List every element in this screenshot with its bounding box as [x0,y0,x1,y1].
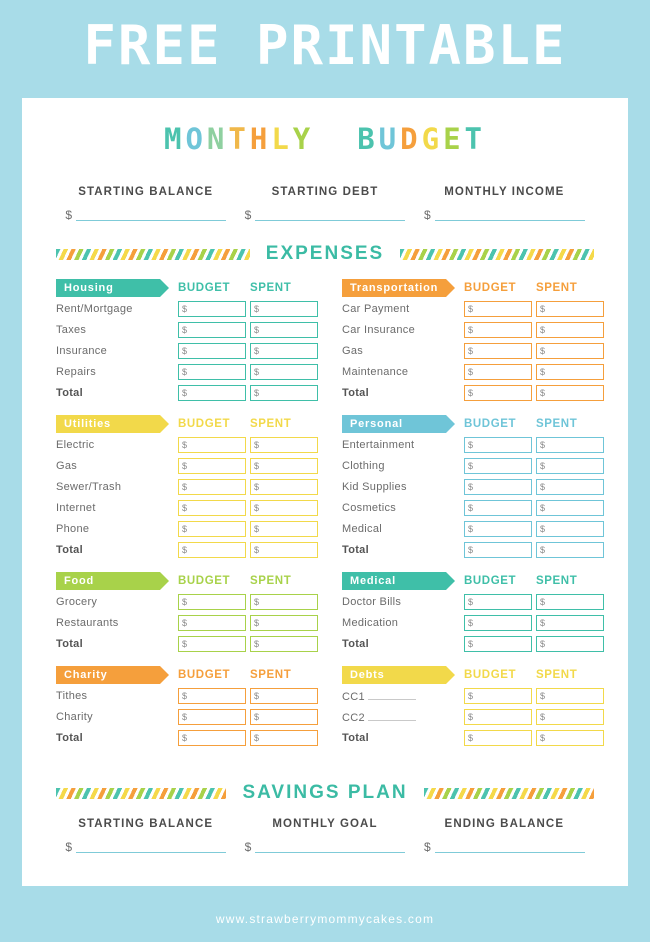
expense-row-inputs [464,521,604,537]
expense-row-label: Total [56,386,83,399]
spent-input[interactable]: $ [250,385,318,401]
expenses-divider [56,243,594,265]
block-tag-label: Medical [350,575,396,587]
top-field-0 [56,186,235,221]
expense-row-inputs [464,615,604,631]
expense-row [56,299,318,318]
spent-input[interactable]: $ [250,500,318,516]
expense-row-label: Phone [56,522,90,535]
stripe-left-savings [56,788,226,799]
expense-row [56,519,318,538]
expense-row [56,707,318,726]
savings-fields-row [56,818,594,853]
expense-block-utilities [56,415,318,559]
expense-row-label: Car Payment [342,302,410,315]
budget-input[interactable]: $ [464,688,532,704]
expense-row-label: Total [342,543,369,556]
column-header-budget: BUDGET [464,418,517,430]
expense-row-inputs [178,458,318,474]
block-column-headers [178,575,318,587]
expense-row [342,456,604,475]
spent-input[interactable]: $ [536,500,604,516]
stripe-left [56,249,250,260]
budget-input[interactable]: $ [178,343,246,359]
expense-row-inputs [178,688,318,704]
block-header [56,415,318,433]
title-letter-2: N [206,122,229,156]
expense-row-inputs [178,343,318,359]
column-header-spent: SPENT [536,575,578,587]
savings-field-2 [415,818,594,853]
expense-row-inputs [464,542,604,558]
budget-input[interactable]: $ [178,301,246,317]
expense-row-label: Tithes [56,689,88,702]
expense-row [342,498,604,517]
expense-row-label: Restaurants [56,616,119,629]
expense-row [56,634,318,653]
title-letter-9: U [378,122,401,156]
column-header-budget: BUDGET [178,418,231,430]
expense-row [342,540,604,559]
column-header-spent: SPENT [250,575,292,587]
expenses-grid [56,279,594,760]
expense-row-inputs [464,730,604,746]
column-header-spent: SPENT [536,282,578,294]
write-in-line[interactable] [368,710,416,721]
block-header [56,572,318,590]
expense-row-inputs [464,636,604,652]
expense-row-label: Rent/Mortgage [56,302,133,315]
savings-field-label: ENDING BALANCE [444,818,565,830]
top-field-value[interactable] [76,207,226,221]
title-letter-0: M [163,122,186,156]
expenses-left-column [56,279,318,760]
block-tag [56,666,160,684]
expense-row-label: CC1 [342,689,446,703]
spent-input[interactable]: $ [536,364,604,380]
expense-row-inputs [178,542,318,558]
column-header-spent: SPENT [250,282,292,294]
expense-row-inputs [178,636,318,652]
expense-row [56,686,318,705]
block-column-headers [464,418,604,430]
expense-row-label: Clothing [342,459,385,472]
spent-input[interactable]: $ [536,636,604,652]
budget-input[interactable]: $ [464,301,532,317]
spent-input[interactable]: $ [250,301,318,317]
spent-input[interactable]: $ [536,594,604,610]
budget-input[interactable]: $ [464,500,532,516]
spent-input[interactable]: $ [536,343,604,359]
budget-input[interactable]: $ [178,594,246,610]
column-header-budget: BUDGET [464,282,517,294]
column-header-spent: SPENT [250,669,292,681]
spent-input[interactable]: $ [536,615,604,631]
title-letter-1: O [185,122,207,156]
expense-row-inputs [178,594,318,610]
expense-row [56,383,318,402]
expense-row [56,341,318,360]
block-column-headers [178,418,318,430]
banner-title: FREE PRINTABLE [83,14,567,77]
write-in-line[interactable] [368,689,416,700]
spent-input[interactable]: $ [250,479,318,495]
block-tag-label: Utilities [64,418,111,430]
title-letter-11: G [421,122,444,156]
spent-input[interactable]: $ [250,730,318,746]
expense-block-food [56,572,318,653]
title-letter-8: B [357,122,379,156]
expense-block-debts [342,666,604,747]
title-letter-13: T [464,122,486,156]
expense-row-inputs [464,343,604,359]
expense-row-inputs [178,709,318,725]
expense-row [56,498,318,517]
savings-field-input-line[interactable] [235,839,414,853]
block-tag [342,415,446,433]
block-tag [56,415,160,433]
top-field-label: STARTING BALANCE [78,186,214,198]
budget-input[interactable]: $ [464,385,532,401]
expense-row [56,613,318,632]
savings-field-0 [56,818,235,853]
budget-input[interactable]: $ [464,709,532,725]
column-header-budget: BUDGET [464,575,517,587]
top-field-1 [235,186,414,221]
title-letter-10: D [400,122,422,156]
budget-input[interactable]: $ [178,615,246,631]
block-tag [56,572,160,590]
expense-row-label: Total [342,637,369,650]
expense-row-label: Car Insurance [342,323,415,336]
expenses-right-column [342,279,604,760]
expense-row-label: Electric [56,438,95,451]
expense-row-inputs [178,730,318,746]
block-header [342,279,604,297]
expense-row-inputs [464,500,604,516]
expense-row-label: Total [56,731,83,744]
spent-input[interactable]: $ [536,521,604,537]
expense-row-inputs [178,521,318,537]
savings-field-input-line[interactable] [56,839,235,853]
expense-row-inputs [178,479,318,495]
column-header-budget: BUDGET [178,282,231,294]
expense-row [56,477,318,496]
top-field-value[interactable] [435,207,585,221]
expense-row [342,435,604,454]
expense-row [342,519,604,538]
title-letter-7 [314,122,357,156]
spent-input[interactable]: $ [250,594,318,610]
budget-input[interactable]: $ [464,437,532,453]
block-header [56,279,318,297]
expense-row [56,728,318,747]
block-tag [342,572,446,590]
expense-row-label: Charity [56,710,93,723]
stripe-right-savings [424,788,594,799]
spent-input[interactable]: $ [250,636,318,652]
expense-row [56,320,318,339]
expense-row-inputs [178,615,318,631]
spent-input[interactable]: $ [536,688,604,704]
expense-block-personal [342,415,604,559]
spent-input[interactable]: $ [250,542,318,558]
savings-field-label: STARTING BALANCE [78,818,214,830]
expense-row [56,362,318,381]
expense-row-label: Cosmetics [342,501,397,514]
expense-row [342,383,604,402]
spent-input[interactable]: $ [536,542,604,558]
budget-input[interactable]: $ [464,594,532,610]
budget-input[interactable]: $ [178,521,246,537]
expense-row-inputs [464,479,604,495]
budget-input[interactable]: $ [178,730,246,746]
spent-input[interactable]: $ [250,343,318,359]
spent-input[interactable]: $ [536,322,604,338]
block-tag-label: Transportation [350,282,439,294]
expense-block-medical [342,572,604,653]
expense-row-label: Kid Supplies [342,480,407,493]
expense-row-inputs [464,437,604,453]
budget-input[interactable]: $ [178,385,246,401]
expense-row-label: Total [342,386,369,399]
expense-row [342,707,604,726]
expense-row-label: CC2 [342,710,446,724]
budget-input[interactable]: $ [178,364,246,380]
spent-input[interactable]: $ [536,730,604,746]
footer-url: www.strawberrymommycakes.com [215,912,435,926]
budget-input[interactable]: $ [464,542,532,558]
expense-row-label: Medical [342,522,383,535]
budget-input[interactable]: $ [178,479,246,495]
expense-row-inputs [178,385,318,401]
expense-row [342,592,604,611]
block-column-headers [464,575,604,587]
spent-input[interactable]: $ [250,364,318,380]
top-banner [0,0,650,78]
block-tag-label: Charity [64,669,108,681]
top-field-2 [415,186,594,221]
title-letter-3: T [228,122,250,156]
stripe-right [400,249,594,260]
block-header [342,415,604,433]
budget-input[interactable]: $ [464,636,532,652]
spent-input[interactable]: $ [250,521,318,537]
expense-row-label: Medication [342,616,399,629]
top-field-input-line[interactable] [56,207,235,221]
budget-input[interactable]: $ [464,615,532,631]
currency-symbol: $ [244,208,252,222]
budget-input[interactable]: $ [464,521,532,537]
expense-row-label: Total [342,731,369,744]
block-header [56,666,318,684]
expense-row [56,435,318,454]
budget-input[interactable]: $ [178,636,246,652]
expense-row-inputs [464,709,604,725]
expense-row [342,320,604,339]
savings-field-value[interactable] [76,839,226,853]
title-letter-12: E [443,122,465,156]
expense-row-label: Sewer/Trash [56,480,122,493]
block-tag [342,279,446,297]
savings-field-input-line[interactable] [415,839,594,853]
expense-row-label: Maintenance [342,365,409,378]
expense-block-transportation [342,279,604,402]
expense-block-housing [56,279,318,402]
spent-input[interactable]: $ [536,479,604,495]
savings-divider [56,782,594,804]
expense-row [56,456,318,475]
expense-row-inputs [178,301,318,317]
expense-row-inputs [464,322,604,338]
savings-field-label: MONTHLY GOAL [272,818,378,830]
expense-row-label: Gas [56,459,78,472]
expense-row-label: Grocery [56,595,98,608]
block-tag-label: Food [64,575,95,587]
expense-row-inputs [464,385,604,401]
title-letter-4: H [249,122,272,156]
spent-input[interactable]: $ [250,688,318,704]
spent-input[interactable]: $ [536,301,604,317]
spent-input[interactable]: $ [250,437,318,453]
block-column-headers [464,669,604,681]
expense-row [342,299,604,318]
expense-row-inputs [178,500,318,516]
expense-row [342,686,604,705]
expense-row-inputs [464,458,604,474]
savings-field-1 [235,818,414,853]
budget-input[interactable]: $ [178,542,246,558]
expense-row-label: Repairs [56,365,97,378]
currency-symbol: $ [423,208,431,222]
spent-input[interactable]: $ [250,615,318,631]
block-tag [342,666,446,684]
block-header [342,666,604,684]
expense-row-label: Entertainment [342,438,415,451]
block-column-headers [178,669,318,681]
expense-row-inputs [178,364,318,380]
expense-row-inputs [464,364,604,380]
column-header-spent: SPENT [536,669,578,681]
spent-input[interactable]: $ [250,458,318,474]
expense-row [342,613,604,632]
top-field-input-line[interactable] [235,207,414,221]
expense-row [342,634,604,653]
block-tag-label: Housing [64,282,114,294]
expense-row-label: Total [56,637,83,650]
budget-input[interactable]: $ [178,437,246,453]
expense-row-label: Total [56,543,83,556]
expense-row-label: Gas [342,344,364,357]
budget-input[interactable]: $ [178,458,246,474]
expenses-label: EXPENSES [265,243,385,264]
block-tag-label: Personal [350,418,403,430]
top-fields-row [56,186,594,221]
currency-symbol: $ [423,840,431,854]
budget-input[interactable]: $ [178,500,246,516]
top-field-label: STARTING DEBT [271,186,379,198]
budget-input[interactable]: $ [464,364,532,380]
expense-row-label: Taxes [56,323,87,336]
savings-field-value[interactable] [435,839,585,853]
budget-input[interactable]: $ [464,730,532,746]
budget-input[interactable]: $ [464,479,532,495]
spent-input[interactable]: $ [536,437,604,453]
expense-row-inputs [178,322,318,338]
expense-row-inputs [178,437,318,453]
block-header [342,572,604,590]
expense-row [342,341,604,360]
sheet-title [22,122,628,156]
block-column-headers [178,282,318,294]
currency-symbol: $ [244,840,252,854]
spent-input[interactable]: $ [536,709,604,725]
expense-row-inputs [464,594,604,610]
top-field-value[interactable] [255,207,405,221]
currency-symbol: $ [65,840,72,854]
budget-input[interactable]: $ [464,458,532,474]
title-letter-5: L [271,122,293,156]
expense-row [342,477,604,496]
savings-label: SAVINGS PLAN [242,782,408,803]
block-column-headers [464,282,604,294]
spent-input[interactable]: $ [250,322,318,338]
expense-row-label: Insurance [56,344,108,357]
column-header-budget: BUDGET [178,575,231,587]
budget-sheet [22,98,628,886]
column-header-spent: SPENT [250,418,292,430]
expense-row [56,540,318,559]
budget-input[interactable]: $ [178,322,246,338]
block-tag-label: Debts [350,669,385,681]
column-header-budget: BUDGET [178,669,231,681]
expense-row [56,592,318,611]
expense-row [342,362,604,381]
expense-row [342,728,604,747]
budget-input[interactable]: $ [178,688,246,704]
expense-row-label: Doctor Bills [342,595,402,608]
budget-input[interactable]: $ [178,709,246,725]
spent-input[interactable]: $ [536,458,604,474]
expense-row-label: Internet [56,501,96,514]
expense-row-inputs [464,301,604,317]
expense-row-inputs [464,688,604,704]
budget-input[interactable]: $ [464,343,532,359]
spent-input[interactable]: $ [250,709,318,725]
column-header-budget: BUDGET [464,669,517,681]
column-header-spent: SPENT [536,418,578,430]
savings-field-value[interactable] [255,839,405,853]
top-field-input-line[interactable] [415,207,594,221]
expense-block-charity [56,666,318,747]
budget-input[interactable]: $ [464,322,532,338]
top-field-label: MONTHLY INCOME [444,186,565,198]
title-letter-6: Y [292,122,315,156]
spent-input[interactable]: $ [536,385,604,401]
currency-symbol: $ [65,208,72,222]
block-tag [56,279,160,297]
